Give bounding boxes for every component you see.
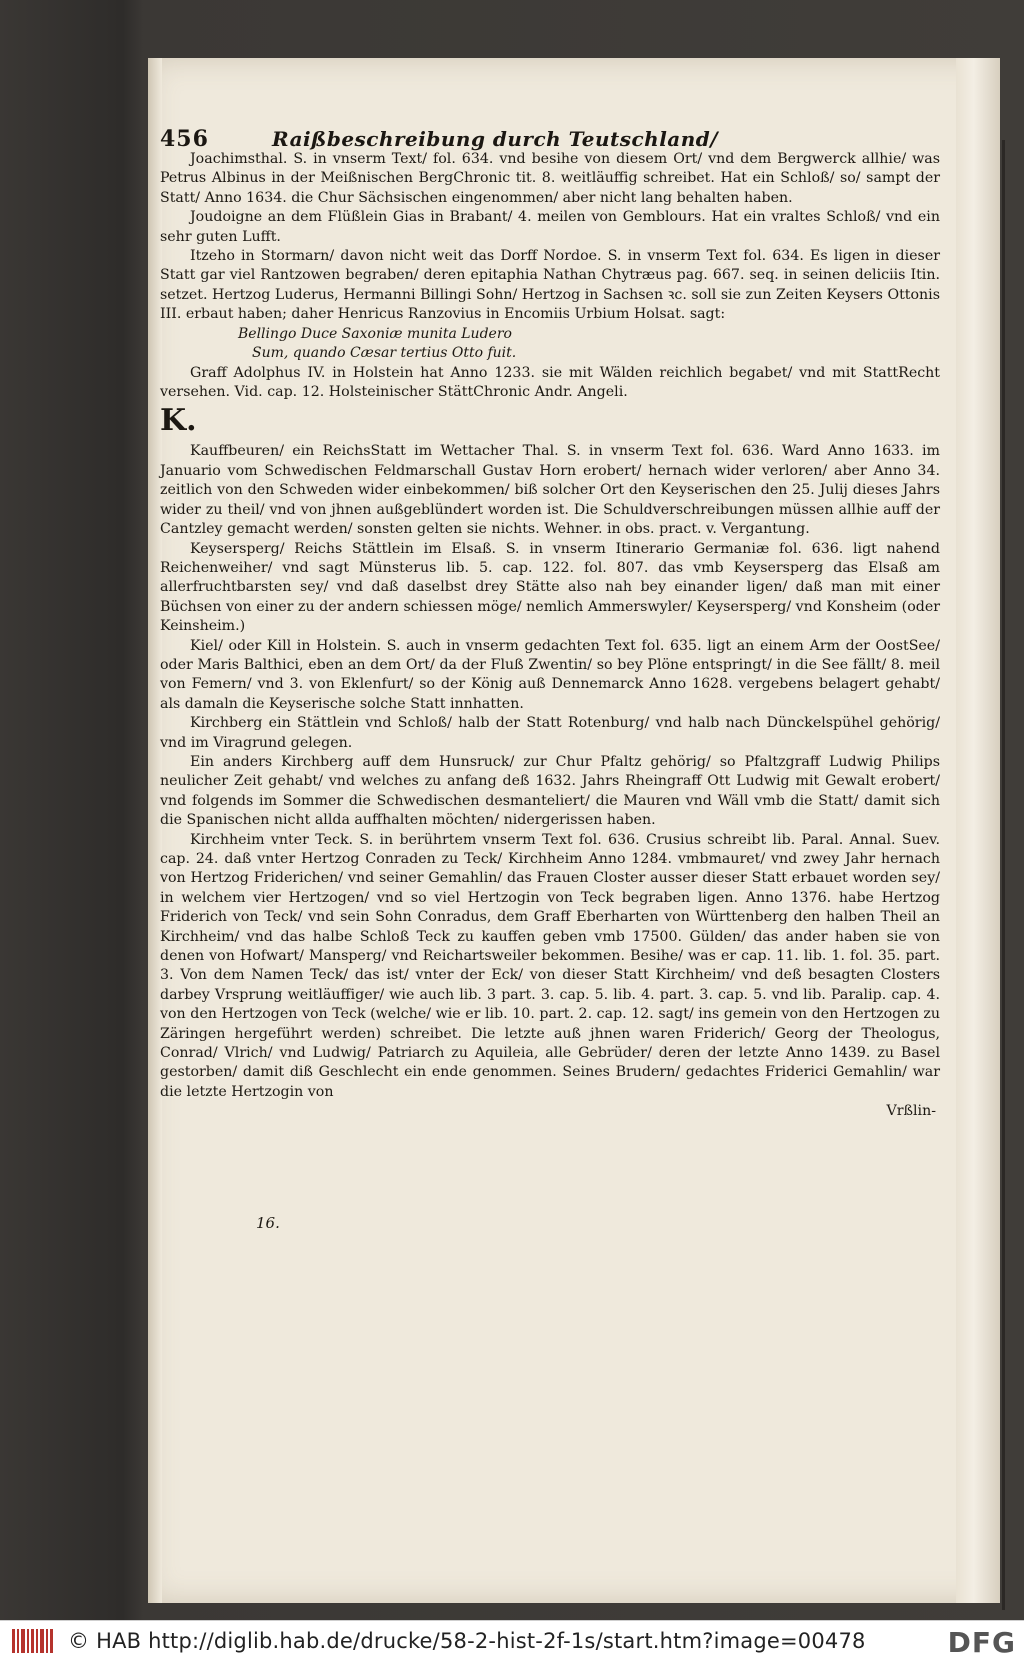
catchword: Vrßlin- <box>886 1103 936 1120</box>
page-edge-shadow <box>1002 140 1005 1610</box>
hab-barcode-icon <box>6 1626 60 1656</box>
entry-kirchheim: Kirchheim vnter Teck. S. in berührtem vnserm Text fol. 636. Crusius schreibt lib. Paral. Annal. Suev. cap. 24. daß vnter Hertzog Conraden zu Teck/ Kirchheim Anno 1284. vmbmauret/ vnd zwey Jahr hernach von Hertzog Friderichen/ vnd seiner Gemahlin/ das Frauen Closter ausser dieser Statt erbauet worden sey/ in welchem vier Hertzogen/ vnd so viel Hertzogin von Teck begraben ligen. Anno 1376. habe Hertzog Friderich von Teck/ vnd sein Sohn Conradus, dem Graff Eberharten von Württenberg den halben Theil an Kirchheim/ vnd das halbe Schloß Teck zu kauffen geben vmb 17500. Gülden/ das ander haben sie von denen von Hofwart/ Mansperg/ vnd Reichartsweiler bekommen. Besihe/ was er cap. 11. lib. 1. fol. 35. part. 3. Von dem Namen Teck/ das ist/ vnter der Eck/ von dieser Statt Kirchheim/ vnd deß besagten Closters darbey Vrsprung weitläuffiger/ wie auch lib. 3 part. 3. cap. 5. lib. 4. part. 3. cap. 5. vnd lib. Paralip. cap. 4. von den Hertzogen von Teck (welche/ wie er lib. 10. part. 2. cap. 12. sagt/ ins gemein von den Hertzogen zu Zäringen hergeführt werden) schreibet. Die letzte auß jhnen waren Friderich/ Georg der Theologus, Conrad/ Vlrich/ vnd Ludwig/ Patriarch zu Aquileia, alle Gebrüder/ deren der letzte Anno 1439. zu Basel gestorben/ damit diß Geschlecht ein ende genommen. Seines Brudern/ gedachtes Friderici Gemahlin/ war die letzte Hertzogin von <box>160 831 940 1100</box>
main-text <box>160 150 940 1122</box>
entry-kiel: Kiel/ oder Kill in Holstein. S. auch in vnserm gedachten Text fol. 635. ligt an einem Arm der OostSee/ oder Maris Balthici, eben an dem Ort/ da der Fluß Zwentin/ so bey Plöne entspringt/ in die See fällt/ 8. meil von Femern/ vnd 3. von Eklenfurt/ so der König auß Dennemarck Anno 1628. vergebens belagert gehabt/ als damaln die Keyserische solche Statt innhatten. <box>160 637 940 712</box>
entry-itzeho: Itzeho in Stormarn/ davon nicht weit das Dorff Nordoe. S. in vnserm Text fol. 634. Es ligen in dieser Statt gar viel Rantzowen begraben/ deren epitaphia Nathan Chytræus pag. 667. seq. in seinen deliciis Itin. setzet. Hertzog Luderus, Hermanni Billingi Sohn/ Hertzog in Sachsen ꝛc. soll sie zun Zeiten Keysers Ottonis III. erbaut haben; daher Henricus Ranzovius in Encomiis Urbium Holsat. sagt: <box>160 248 940 323</box>
entry-joudoigne: Joudoigne an dem Flüßlein Gias in Brabant/ 4. meilen von Gemblours. Hat ein vraltes Schloß/ vnd ein sehr guten Lufft. <box>160 209 940 245</box>
source-url[interactable]: © HAB http://diglib.hab.de/drucke/58-2-hist-2f-1s/start.htm?image=00478 <box>68 1629 866 1653</box>
margin-note: 16. <box>256 1214 280 1232</box>
running-title: Raißbeschreibung durch Teutschland/ <box>272 127 719 151</box>
page-number: 456 <box>160 126 209 152</box>
verse-line-1: Bellingo Duce Saxoniæ munita Ludero <box>238 325 512 342</box>
page-header <box>160 126 936 152</box>
entry-kauffbeuren: Kauffbeuren/ ein ReichsStatt im Wettacher Thal. S. in vnserm Text fol. 636. Ward Anno 1633. im Januario vom Schwedischen Feldmarschall Gustav Horn erobert/ hernach wider verloren/ aber Anno 34. zeitlich von den Schweden wider einbekommen/ biß solcher Ort den Keyserischen den 25. Julij dieses Jahrs wider zu theil/ vnd von jhnen außgeblündert worden ist. Die Schuldverschreibungen müssen allhie auff der Cantzley gemacht werden/ sonsten gelten sie nichts. Wehner. in obs. pract. v. Vergantung. <box>160 443 940 538</box>
viewer-footer <box>0 1620 1024 1661</box>
entry-joachimsthal: Joachimsthal. S. in vnserm Text/ fol. 634. vnd besihe von diesem Ort/ vnd dem Bergwerck allhie/ was Petrus Albinus in der Meißnischen BergChronic tit. 8. weitläuffig schreibet. Hat ein Schloß/ so/ sampt der Statt/ Anno 1634. die Chur Sächsischen eingenommen/ aber nicht lang behalten haben. <box>160 151 940 206</box>
entry-kirchberg-hunsruck: Ein anders Kirchberg auff dem Hunsruck/ zur Chur Pfaltz gehörig/ so Pfaltzgraff Ludwig Philips neulicher Zeit gehabt/ vnd welches zu anfang deß 1632. Jahrs Rheingraff Ott Ludwig mit Gewalt erobert/ vnd folgends im Sommer die Schwedischen desmanteliert/ die Mauren vnd Wäll vmb die Statt/ damit sich die Spanischen nicht allda auffhalten möchten/ nidergerissen haben. <box>160 753 940 829</box>
section-letter: K. <box>160 403 197 439</box>
entry-graff-adolphus: Graff Adolphus IV. in Holstein hat Anno 1233. sie mit Wälden reichlich begabet/ vnd mit StattRecht versehen. Vid. cap. 12. Holsteinischer StättChronic Andr. Angeli. <box>160 364 940 401</box>
verse-line-2: Sum, quando Cæsar tertius Otto fuit. <box>252 345 517 362</box>
page-right-edge <box>956 58 1000 1603</box>
entry-kirchberg: Kirchberg ein Stättlein vnd Schloß/ halb der Statt Rotenburg/ vnd halb nach Dünckelspühel gehörig/ vnd im Viragrund gelegen. <box>160 715 940 751</box>
dfg-logo: DFG <box>947 1626 1016 1659</box>
entry-keysersperg: Keysersperg/ Reichs Stättlein im Elsaß. S. in vnserm Itinerario Germaniæ fol. 636. ligt nahend Reichenweiher/ vnd sagt Münsterus lib. 5. cap. 122. fol. 807. das vmb Keysersperg das Elsaß am allerfruchtbarsten sey/ vnd daß daselbst drey Stätte also nah bey einander ligen/ daß man mit einer Büchsen von einer zu der andern schiessen möge/ nemlich Ammerswyler/ Keysersperg/ vnd Konsheim (oder Keinsheim.) <box>160 540 940 635</box>
